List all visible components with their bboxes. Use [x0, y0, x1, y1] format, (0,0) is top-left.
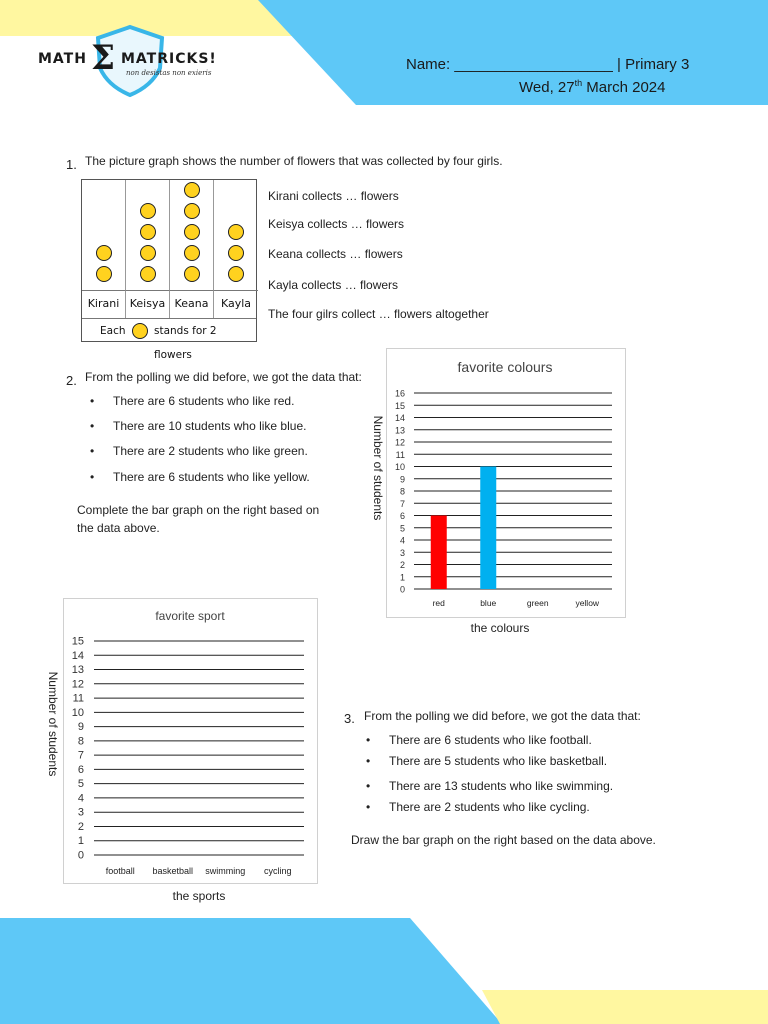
q3-bullet-list	[366, 733, 613, 821]
bullet-icon: •	[90, 444, 95, 458]
date-sup: th	[574, 78, 583, 88]
y-tick-label: 2	[399, 560, 405, 570]
x-category-label: blue	[480, 598, 497, 608]
q2-instruction-2: the data above.	[77, 521, 160, 535]
q2-number: 2.	[66, 373, 77, 388]
bullet-icon: •	[366, 779, 371, 793]
logo-sigma: Σ	[91, 38, 116, 78]
x-category-label: red	[432, 598, 445, 608]
q2-bullet-list	[90, 394, 310, 495]
q3-bullet-text: There are 2 students who like cycling.	[389, 800, 590, 814]
chart-favorite-sport[interactable]	[40, 598, 325, 910]
name-blank[interactable]: ___________________	[454, 56, 613, 73]
y-tick-label: 11	[72, 692, 84, 705]
y-tick-label: 8	[399, 486, 405, 497]
class-label: | Primary 3	[617, 56, 690, 73]
x-axis-label: the sports	[172, 889, 226, 903]
y-tick-label: 4	[399, 535, 405, 546]
logo	[38, 24, 218, 99]
pg-name-kayla: Kayla	[214, 290, 258, 318]
y-tick-label: 5	[77, 778, 84, 791]
flower-coin-icon	[140, 245, 156, 261]
y-tick-label: 9	[399, 474, 405, 485]
bar-blue	[480, 467, 496, 590]
bullet-icon: •	[366, 800, 371, 814]
y-tick-label: 15	[394, 400, 405, 411]
q2-bullet	[90, 394, 310, 419]
q3-instruction: Draw the bar graph on the right based on the data above.	[351, 833, 656, 847]
flower-coin-icon	[184, 266, 200, 282]
flower-coin-icon	[184, 245, 200, 261]
q2-bullet	[90, 444, 310, 470]
q1-intro: The picture graph shows the number of flowers that was collected by four girls.	[85, 154, 503, 168]
flower-coin-icon	[184, 224, 200, 240]
bullet-icon: •	[366, 733, 371, 747]
x-category-label: cycling	[263, 866, 292, 876]
name-row	[406, 56, 689, 73]
y-tick-label: 4	[77, 792, 84, 805]
bullet-icon: •	[90, 394, 95, 408]
y-tick-label: 11	[395, 449, 405, 460]
pg-key-coin-icon	[132, 323, 148, 339]
pg-name-kirani: Kirani	[82, 290, 126, 318]
date-row	[519, 78, 666, 96]
y-tick-label: 14	[71, 649, 84, 662]
q1-line-keana: Keana collects … flowers	[268, 247, 403, 261]
flower-coin-icon	[228, 224, 244, 240]
y-tick-label: 15	[71, 635, 84, 648]
y-tick-label: 7	[399, 498, 405, 509]
chart-title: favorite sport	[155, 609, 225, 623]
bullet-icon: •	[90, 419, 95, 433]
q3-bullet	[366, 800, 613, 821]
q2-bullet-text: There are 6 students who like red.	[113, 394, 295, 408]
q1-line-kayla: Kayla collects … flowers	[268, 278, 399, 292]
picture-graph	[81, 179, 257, 361]
flower-coin-icon	[184, 182, 200, 198]
y-tick-label: 1	[77, 835, 84, 848]
y-tick-label: 3	[77, 806, 84, 819]
y-axis-label: Number of students	[46, 671, 60, 777]
y-tick-label: 14	[394, 413, 405, 423]
y-tick-label: 9	[77, 721, 84, 734]
y-tick-label: 10	[71, 706, 84, 719]
y-tick-label: 2	[77, 820, 84, 833]
q2-instruction-1: Complete the bar graph on the right based on	[77, 503, 320, 517]
bar-red	[431, 516, 447, 590]
y-tick-label: 6	[399, 511, 405, 521]
y-tick-label: 12	[71, 678, 84, 691]
flower-coin-icon	[228, 266, 244, 282]
flower-coin-icon	[140, 203, 156, 219]
date-suffix: March 2024	[582, 79, 666, 96]
q3-bullet	[366, 733, 613, 754]
y-tick-label: 12	[394, 437, 405, 448]
q2-bullet	[90, 470, 310, 495]
x-category-label: yellow	[575, 598, 600, 608]
q1-line-total: The four gilrs collect … flowers altogether	[268, 307, 489, 321]
name-label: Name:	[406, 56, 451, 73]
q3-bullet-text: There are 6 students who like football.	[389, 733, 592, 747]
date-prefix: Wed, 27	[519, 79, 575, 96]
y-axis-label: Number of students	[371, 415, 385, 521]
q2-bullet-text: There are 10 students who like blue.	[113, 419, 307, 433]
x-axis-label: the colours	[470, 621, 530, 635]
footer-background	[0, 910, 768, 1024]
logo-motto: non desistas non exieris	[126, 69, 212, 77]
chart-favorite-colours[interactable]	[360, 348, 632, 640]
q1-line-kirani: Kirani collects … flowers	[268, 189, 399, 203]
logo-text-right: MATRICKS!	[121, 51, 217, 67]
q3-bullet	[366, 779, 613, 800]
q3-bullet-text: There are 5 students who like basketball.	[389, 754, 608, 768]
flower-coin-icon	[96, 245, 112, 261]
x-category-label: green	[526, 598, 549, 608]
flower-coin-icon	[96, 266, 112, 282]
q2-bullet	[90, 419, 310, 444]
y-tick-label: 5	[399, 523, 405, 534]
y-tick-label: 0	[77, 849, 84, 862]
bullet-icon: •	[366, 754, 371, 768]
q2-bullet-text: There are 6 students who like yellow.	[113, 470, 310, 484]
y-tick-label: 10	[394, 462, 405, 472]
y-tick-label: 8	[77, 735, 84, 748]
flower-coin-icon	[140, 266, 156, 282]
bullet-icon: •	[90, 470, 95, 484]
pg-key	[82, 318, 256, 361]
flower-coin-icon	[228, 245, 244, 261]
pg-key-stands: stands for 2 flowers	[154, 325, 217, 361]
y-tick-label: 13	[71, 664, 84, 677]
pg-name-keisya: Keisya	[126, 290, 170, 318]
y-tick-label: 13	[394, 425, 405, 436]
flower-coin-icon	[184, 203, 200, 219]
q2-intro: From the polling we did before, we got the data that:	[85, 370, 362, 384]
flower-coin-icon	[140, 224, 156, 240]
y-tick-label: 3	[399, 547, 405, 558]
q3-bullet-text: There are 13 students who like swimming.	[389, 779, 614, 793]
x-category-label: swimming	[205, 866, 246, 876]
x-category-label: football	[105, 866, 135, 876]
q3-intro: From the polling we did before, we got the data that:	[364, 709, 641, 723]
q1-number: 1.	[66, 157, 77, 172]
y-tick-label: 6	[77, 763, 84, 776]
y-tick-label: 0	[399, 584, 405, 595]
y-tick-label: 16	[394, 388, 405, 399]
pg-key-each: Each	[100, 325, 126, 337]
x-category-label: basketball	[152, 866, 194, 876]
logo-text-left: MATH	[38, 51, 87, 67]
chart-title: favorite colours	[457, 359, 553, 375]
q2-bullet-text: There are 2 students who like green.	[113, 444, 308, 458]
q3-number: 3.	[344, 711, 355, 726]
y-tick-label: 1	[399, 572, 405, 583]
q3-bullet	[366, 754, 613, 779]
y-tick-label: 7	[77, 749, 84, 762]
pg-name-keana: Keana	[170, 290, 214, 318]
q1-line-keisya: Keisya collects … flowers	[268, 217, 405, 231]
